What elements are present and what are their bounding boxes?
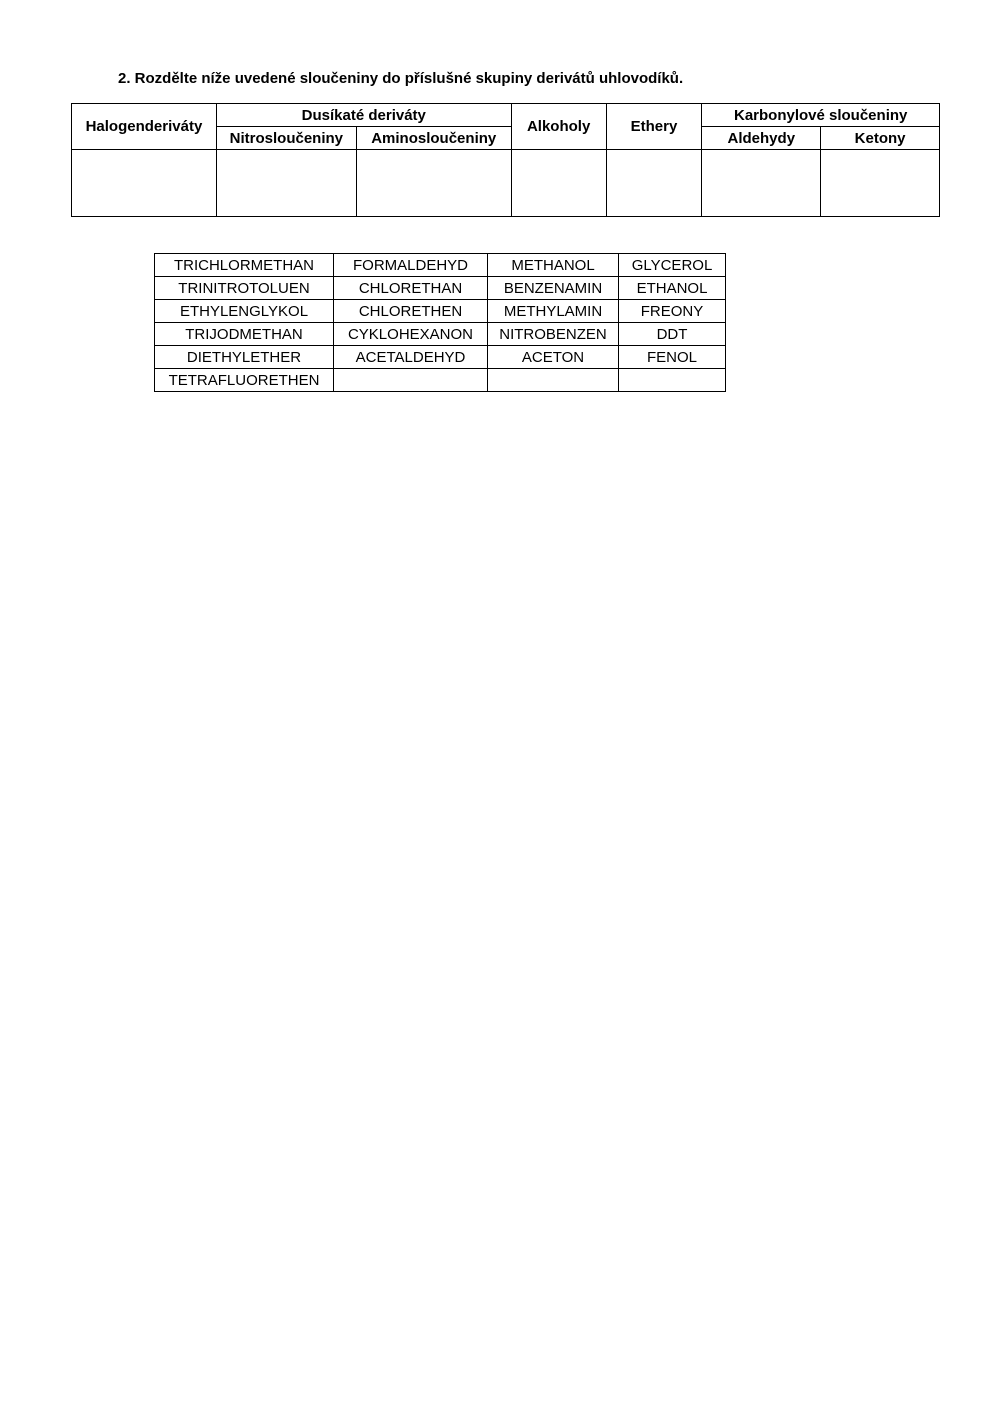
compound-item[interactable]: METHANOL (488, 254, 619, 277)
compound-item[interactable]: ACETALDEHYD (334, 346, 488, 369)
drop-zone-aminosloucieniny[interactable] (356, 150, 511, 217)
compound-item[interactable]: METHYLAMIN (488, 300, 619, 323)
compound-item[interactable]: CHLORETHAN (334, 277, 488, 300)
header-aminosloucieniny: Aminosloučeniny (356, 127, 511, 150)
compound-item[interactable]: DIETHYLETHER (155, 346, 334, 369)
compound-item[interactable]: CHLORETHEN (334, 300, 488, 323)
compound-row (155, 369, 726, 392)
drop-zone-ketony[interactable] (821, 150, 940, 217)
category-table (71, 103, 940, 217)
compound-item[interactable]: ETHYLENGLYKOL (155, 300, 334, 323)
task-title: 2. Rozdělte níže uvedené sloučeniny do příslušné skupiny derivátů uhlovodíků. (118, 70, 684, 87)
compound-item[interactable]: GLYCEROL (619, 254, 726, 277)
header-nitrosloucieniny: Nitrosloučeniny (216, 127, 356, 150)
compound-row (155, 277, 726, 300)
compound-item[interactable]: CYKLOHEXANON (334, 323, 488, 346)
header-halogenderivaty: Halogenderiváty (72, 104, 217, 150)
compound-item[interactable]: TETRAFLUORETHEN (155, 369, 334, 392)
compound-item[interactable]: TRINITROTOLUEN (155, 277, 334, 300)
empty-cell (488, 369, 619, 392)
compound-row (155, 254, 726, 277)
compound-item[interactable]: ACETON (488, 346, 619, 369)
compound-item[interactable]: FORMALDEHYD (334, 254, 488, 277)
empty-cell (334, 369, 488, 392)
compound-item[interactable]: TRICHLORMETHAN (155, 254, 334, 277)
compound-item[interactable]: FREONY (619, 300, 726, 323)
header-alkoholy: Alkoholy (511, 104, 606, 150)
drop-zone-ethery[interactable] (606, 150, 702, 217)
compound-item[interactable]: ETHANOL (619, 277, 726, 300)
drop-zone-nitrosloucieniny[interactable] (216, 150, 356, 217)
header-karbonylove-slouceniny: Karbonylové sloučeniny (702, 104, 940, 127)
compound-item[interactable]: NITROBENZEN (488, 323, 619, 346)
drop-zone-halogenderivaty[interactable] (72, 150, 217, 217)
header-ethery: Ethery (606, 104, 702, 150)
compound-row (155, 346, 726, 369)
header-ketony: Ketony (821, 127, 940, 150)
compound-item[interactable]: FENOL (619, 346, 726, 369)
compound-item[interactable]: DDT (619, 323, 726, 346)
compound-row (155, 323, 726, 346)
compound-item[interactable]: TRIJODMETHAN (155, 323, 334, 346)
drop-zone-alkoholy[interactable] (511, 150, 606, 217)
compound-table (154, 253, 726, 392)
drop-zone-aldehydy[interactable] (702, 150, 821, 217)
compound-row (155, 300, 726, 323)
empty-cell (619, 369, 726, 392)
header-dusikate-derivaty: Dusíkaté deriváty (216, 104, 511, 127)
compound-item[interactable]: BENZENAMIN (488, 277, 619, 300)
answer-row (72, 150, 940, 217)
header-aldehydy: Aldehydy (702, 127, 821, 150)
